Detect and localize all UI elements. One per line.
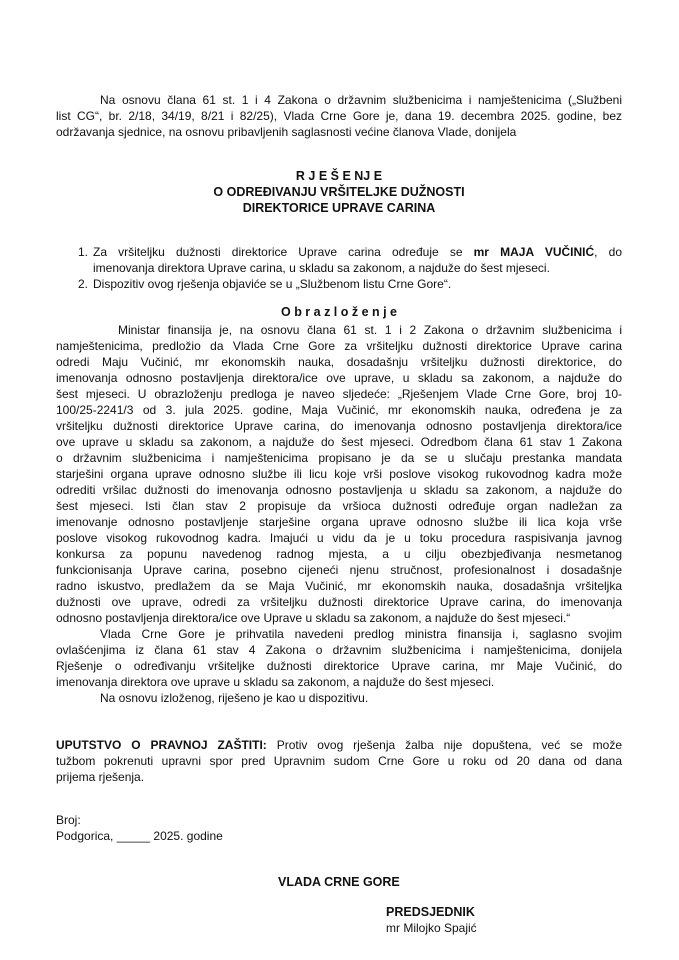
legal-remedy [56, 737, 622, 785]
text-line: šest mjeseci. Isti član stav 2 propisuje da vršioca dužnosti određuje organ nadležan za [56, 499, 622, 513]
text-line: o državnim službenicima i namještenicima propisano je da se u slučaju prestanka mandata [56, 451, 622, 465]
signatory-title: PREDSJEDNIK [386, 905, 475, 919]
dispositive-item-2 [78, 276, 622, 292]
text-line: Ministar finansija je, na osnovu člana 61 st. 1 i 2 Zakona o državnim službenicima i [118, 323, 622, 337]
text-line: odrediti vršilac dužnosti do imenovanja odnosno postavljenja u skladu sa zakonom, a najduže do [56, 483, 622, 497]
legal-remedy-line-1 [56, 737, 622, 753]
text-line: dužnosti ove uprave, odredi za vršiteljku dužnosti direktorice Uprave carina, do imenovanja [56, 595, 622, 609]
text-line: namještenicima, predložio da Vlada Crne Gore za vršiteljku dužnosti direktorice Uprave carina [56, 339, 622, 353]
explanation-paragraph-2 [56, 626, 622, 690]
item-number: 2. [78, 277, 89, 291]
text-line: ovlašćenjima iz člana 61 stav 4 Zakona o državnim službenicima i namještenicima, donijela [56, 643, 622, 657]
text-line: odnosno postavljenja direktora/ice ove Uprave u skladu sa zakonom, a najduže do šest mjeseci.“ [56, 611, 571, 625]
text-line: Na osnovu člana 61 st. 1 i 4 Zakona o državnim službenicima i namještenicima („Službeni [100, 93, 622, 107]
appointee-name: mr MAJA VUČINIĆ [473, 245, 595, 259]
title-line-2: O ODREĐIVANJU VRŠITELJKE DUŽNOSTI [213, 185, 465, 199]
text-line: list CG“, br. 2/18, 34/19, 8/21 i 82/25), Vlada Crne Gore je, dana 19. decembra 2025. godine, bez [56, 109, 622, 123]
text-line: 100/25-2241/3 od 3. jula 2025. godine, Maja Vučinić, mr ekonomskih nauka, određena je za [56, 403, 622, 417]
text-line: održavanja sjednice, na osnovu pribavljenih saglasnosti većine članova Vlade, donijela [56, 125, 517, 139]
item-2-text: Dispozitiv ovog rješenja objaviće se u „Službenom listu Crne Gore“. [93, 277, 452, 291]
legal-remedy-line-2: tužbom pokrenuti upravni spor pred Upravnim sudom Crne Gore u roku od 20 dana od dana [56, 754, 622, 768]
document-title [56, 168, 622, 216]
dispositive-item-1 [78, 244, 622, 276]
text-line: Rješenje o određivanju vršiteljke dužnosti direktorice Uprave carina, mr Maje Vučinić, do [56, 659, 622, 673]
document-number-label: Broj: [56, 813, 81, 827]
text-line: starješini organa uprave odnosno službe ili licu koje vrši poslove visokog rukovodnog kadra može [56, 467, 622, 481]
explanation-heading: O b r a z l o ž e n j e [281, 305, 397, 319]
title-line-1: R J E Š E NJ E [295, 169, 383, 183]
title-line-3: DIREKTORICE UPRAVE CARINA [242, 201, 436, 215]
text-line: ove uprave u skladu sa zakonom, a najduže do šest mjeseci. Odredbom člana 61 stav 1 Zakona [56, 435, 622, 449]
text-line: vršiteljku dužnosti direktorice Uprave carina, do imenovanja odnosno postavljenja direktora/ice [56, 419, 622, 433]
text-line: imenovanja direktora ove uprave u skladu sa zakonom, a najduže do šest mjeseci. [56, 675, 495, 689]
text-line: Vlada Crne Gore je prihvatila navedeni predlog ministra finansija i, saglasno svojim [100, 627, 622, 641]
text-line: funkcionisanja Uprave carina, posebno cijeneći njenu stručnost, profesionalnost i dosadašnje [56, 563, 622, 577]
legal-remedy-text: Protiv ovog rješenja žalba nije dopuštena, već se može [266, 738, 622, 752]
place-and-date: Podgorica, _____ 2025. godine [56, 829, 223, 843]
item-1-line-1 [93, 244, 622, 260]
text-line: odredi Maju Vučinić, mr ekonomskih nauka, dosadašnju vršiteljku dužnosti direktorice, do [56, 355, 622, 369]
item-1-text-end: , do [594, 245, 622, 259]
explanation-paragraph-1 [56, 322, 622, 626]
item-number: 1. [78, 245, 89, 259]
item-1-line-2: imenovanja direktora Uprave carina, u skladu sa zakonom, a najduže do šest mjeseci. [93, 261, 550, 275]
signatory-name: mr Milojko Spajić [386, 921, 477, 935]
text-line: Na osnovu izloženog, riješeno je kao u dispozitivu. [100, 691, 369, 705]
text-line: imenovanje odnosno postavljenje starješine organa uprave odnosno službe ili lica koja vrše [56, 515, 622, 529]
intro-paragraph [56, 92, 622, 140]
explanation-paragraph-3 [56, 690, 622, 706]
text-line: konkursa za popunu navedenog radnog mjesta, a u cilju obezbjeđivanja nesmetanog [56, 547, 622, 561]
legal-remedy-label: UPUTSTVO O PRAVNOJ ZAŠTITI: [56, 738, 267, 752]
text-line: radno iskustvo, predlažem da se Maja Vučinić, mr ekonomskih nauka, dosadašnja vršiteljka [56, 579, 622, 593]
legal-remedy-line-3: prijema rješenja. [56, 770, 145, 784]
government-name: VLADA CRNE GORE [278, 875, 400, 889]
item-1-text: Za vršiteljku dužnosti direktorice Uprave carina određuje se [93, 245, 474, 259]
text-line: imenovanja odnosno postavljenja direktora/ice ove uprave, u skladu sa zakonom, a najduže do [56, 371, 622, 385]
text-line: šest mjeseci. U obrazloženju predloga je naveo sljedeće: „Rješenjem Vlade Crne Gore, broj 10- [56, 387, 622, 401]
text-line: poslove visokog rukovodnog kadra. Imajući u vidu da je u toku procedura raspisivanja javnog [56, 531, 622, 545]
